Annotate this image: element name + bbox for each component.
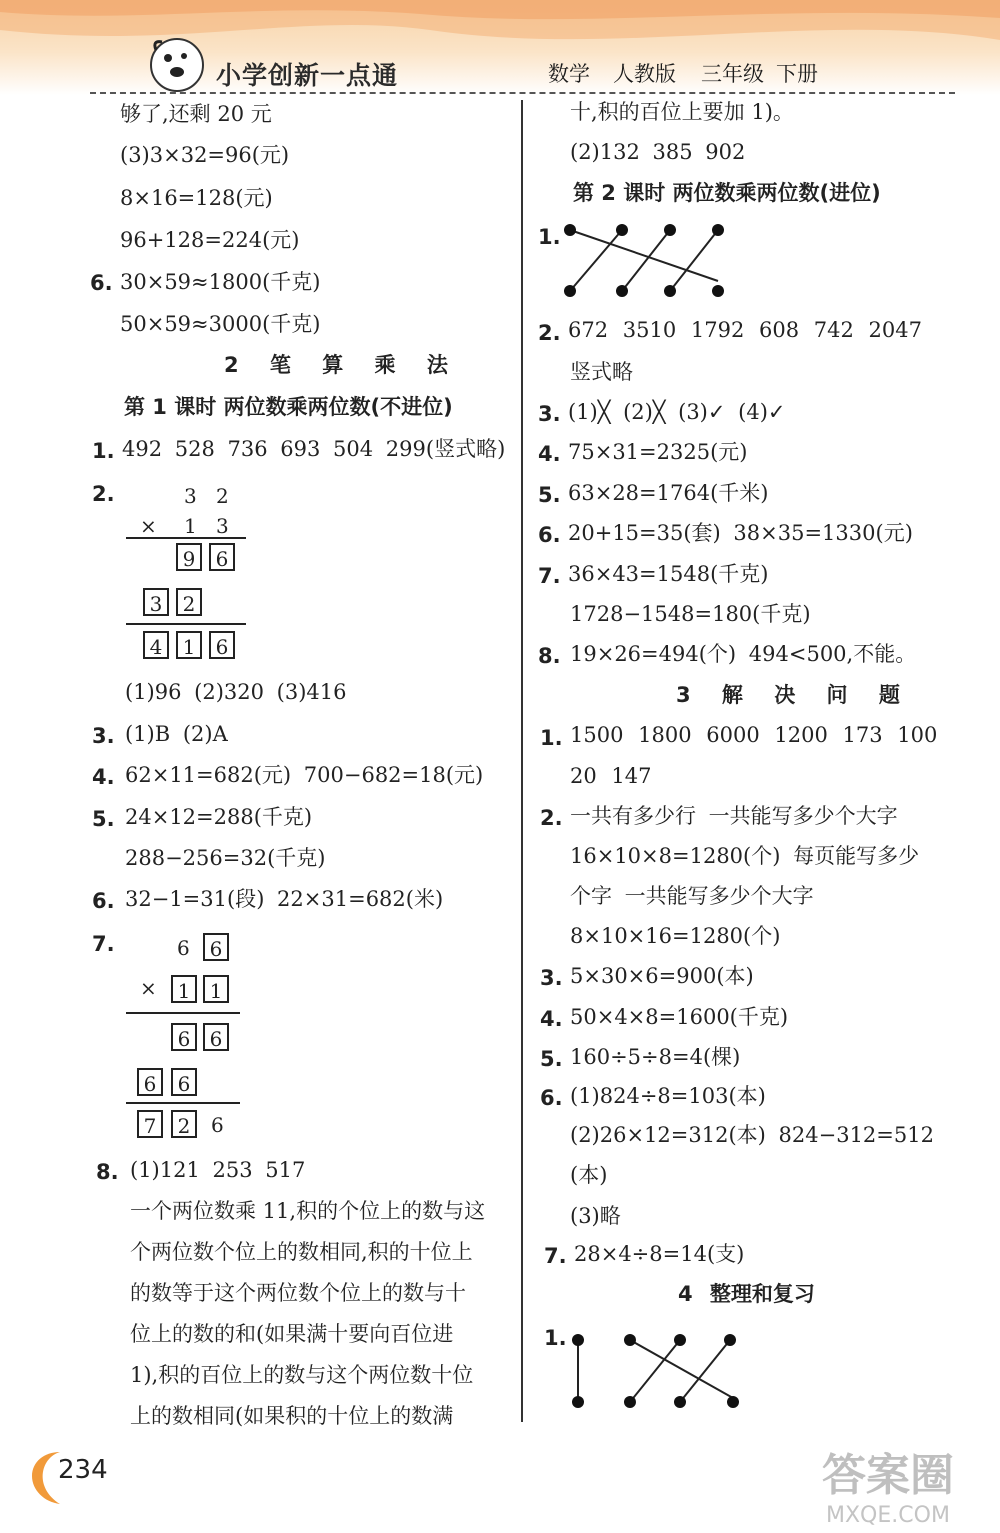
header-subject: 数学 [548, 62, 590, 86]
question-number: 3. [92, 724, 115, 748]
answer-line: 位上的数的和(如果满十要向百位进 [130, 1322, 454, 1346]
answer-line: 28×4÷8=14(支) [574, 1242, 745, 1266]
question-number: 6. [540, 1086, 563, 1110]
question-number: 2. [92, 482, 115, 506]
answer-box: 3 [143, 588, 169, 616]
matching-diagram-2 [568, 1330, 748, 1412]
answer-box: 1 [176, 631, 202, 659]
question-number: 4. [538, 442, 561, 466]
page-number: 234 [58, 1455, 108, 1485]
answer-box: 6 [171, 1068, 197, 1096]
answer-line: 个两位数个位上的数相同,积的十位上 [130, 1240, 473, 1264]
question-number: 1. [538, 225, 561, 249]
question-number: 6. [90, 271, 113, 295]
answer-line: 30×59≈1800(千克) [120, 270, 321, 294]
answer-line: (2)132 385 902 [570, 140, 746, 164]
answer-line: 36×43=1548(千克) [568, 562, 769, 586]
question-number: 2. [538, 321, 561, 345]
question-number: 1. [92, 439, 115, 463]
question-number: 7. [544, 1244, 567, 1268]
question-number: 3. [538, 402, 561, 426]
answer-line: 十,积的百位上要加 1)。 [570, 100, 794, 124]
answer-line: 8×16=128(元) [120, 186, 273, 210]
watermark-logo [820, 1440, 990, 1530]
answer-line: 个字 一共能写多少个大字 [570, 884, 814, 908]
digit: 2 [216, 484, 229, 508]
header-grade: 三年级 [701, 62, 764, 86]
answer-line: 24×12=288(千克) [125, 805, 313, 829]
digit: 3 [216, 514, 229, 538]
answer-line: 的数等于这个两位数个位上的数与十 [130, 1281, 466, 1305]
answer-box: 6 [203, 933, 229, 961]
answer-line: 上的数相同(如果积的十位上的数满 [130, 1404, 454, 1428]
matching-diagram-1 [560, 220, 740, 302]
answer-line: 19×26=494(个) 494<500,不能。 [570, 642, 917, 666]
answer-line: 75×31=2325(元) [568, 440, 748, 464]
times-sign: × [140, 514, 157, 538]
answer-line: 1),积的百位上的数与这个两位数十位 [130, 1363, 474, 1387]
column-divider [521, 100, 523, 1422]
answer-box: 6 [171, 1023, 197, 1051]
question-number: 5. [92, 807, 115, 831]
answer-line: (3)略 [570, 1204, 621, 1228]
digit: 6 [211, 1113, 224, 1137]
answer-line: (2)26×12=312(本) 824−312=512 [570, 1123, 934, 1147]
digit: 3 [184, 484, 197, 508]
section-heading: 3 解 决 问 题 [676, 683, 912, 707]
question-number: 6. [92, 889, 115, 913]
header-volume: 下册 [776, 62, 818, 86]
answer-line: 16×10×8=1280(个) 每页能写多少 [570, 844, 920, 868]
answer-line: (1)121 253 517 [130, 1158, 306, 1182]
answer-box: 6 [137, 1068, 163, 1096]
answer-box: 1 [203, 975, 229, 1003]
header-divider [90, 92, 955, 94]
answer-line: 1728−1548=180(千克) [570, 602, 811, 626]
answer-line: (3)3×32=96(元) [120, 143, 290, 167]
answer-line: 5×30×6=900(本) [570, 964, 754, 988]
answer-line: 竖式略 [570, 360, 633, 384]
answer-line: (1)96 (2)320 (3)416 [125, 680, 347, 704]
section-heading: 4 整理和复习 [678, 1282, 815, 1306]
answer-line: 32−1=31(段) 22×31=682(米) [125, 887, 444, 911]
answer-line: 20+15=35(套) 38×35=1330(元) [568, 521, 913, 545]
answer-line: 288−256=32(千克) [125, 846, 326, 870]
answer-line: (1)B (2)A [125, 722, 228, 746]
answer-box: 2 [171, 1110, 197, 1138]
question-number: 7. [538, 564, 561, 588]
rule-line [126, 1102, 240, 1104]
question-number: 5. [540, 1047, 563, 1071]
header-edition: 人教版 [613, 62, 676, 86]
answer-box: 2 [176, 588, 202, 616]
rule-line [126, 623, 246, 625]
mascot-logo-icon [148, 36, 206, 94]
question-number: 5. [538, 483, 561, 507]
question-number: 2. [540, 806, 563, 830]
section-heading: 2 笔 算 乘 法 [224, 353, 460, 377]
answer-line: 50×4×8=1600(千克) [570, 1005, 789, 1029]
answer-line: 1500 1800 6000 1200 173 100 [570, 723, 938, 747]
question-number: 4. [92, 765, 115, 789]
answer-line: 160÷5÷8=4(棵) [570, 1045, 741, 1069]
answer-box: 1 [171, 975, 197, 1003]
answer-line: 492 528 736 693 504 299(竖式略) [122, 437, 506, 461]
answer-box: 9 [176, 543, 202, 571]
rule-line [126, 537, 246, 539]
answer-box: 7 [137, 1110, 163, 1138]
question-number: 8. [96, 1160, 119, 1184]
lesson-heading: 第 2 课时 两位数乘两位数(进位) [573, 181, 881, 205]
digit: 1 [184, 514, 197, 538]
answer-line: 63×28=1764(千米) [568, 481, 769, 505]
question-number: 6. [538, 523, 561, 547]
rule-line [126, 1012, 240, 1014]
question-number: 1. [540, 726, 563, 750]
answer-box: 6 [203, 1023, 229, 1051]
question-number: 4. [540, 1007, 563, 1031]
answer-line: 62×11=682(元) 700−682=18(元) [125, 763, 484, 787]
answer-line: 672 3510 1792 608 742 2047 [568, 318, 922, 342]
answer-box: 6 [209, 631, 235, 659]
lesson-heading: 第 1 课时 两位数乘两位数(不进位) [124, 395, 453, 419]
answer-line: 8×10×16=1280(个) [570, 924, 781, 948]
answer-box: 4 [143, 631, 169, 659]
times-sign: × [140, 976, 157, 1000]
answer-line: 50×59≈3000(千克) [120, 312, 321, 336]
answer-line: (1)╳ (2)╳ (3)✓ (4)✓ [568, 400, 786, 424]
brand-title: 小学创新一点通 [216, 61, 399, 90]
question-number: 8. [538, 644, 561, 668]
answer-line: 96+128=224(元) [120, 228, 300, 252]
answer-line: (1)824÷8=103(本) [570, 1084, 766, 1108]
watermark-url: MXQE.COM [826, 1503, 950, 1528]
digit: 6 [177, 936, 190, 960]
answer-line: 20 147 [570, 764, 652, 788]
question-number: 3. [540, 966, 563, 990]
answer-line: (本) [570, 1163, 608, 1187]
answer-line: 一共有多少行 一共能写多少个大字 [570, 804, 898, 828]
question-number: 1. [544, 1326, 567, 1350]
question-number: 7. [92, 932, 115, 956]
answer-line: 够了,还剩 20 元 [120, 102, 272, 126]
answer-line: 一个两位数乘 11,积的个位上的数与这 [130, 1199, 486, 1223]
watermark-text: 答案圈 [822, 1450, 954, 1501]
answer-box: 6 [209, 543, 235, 571]
